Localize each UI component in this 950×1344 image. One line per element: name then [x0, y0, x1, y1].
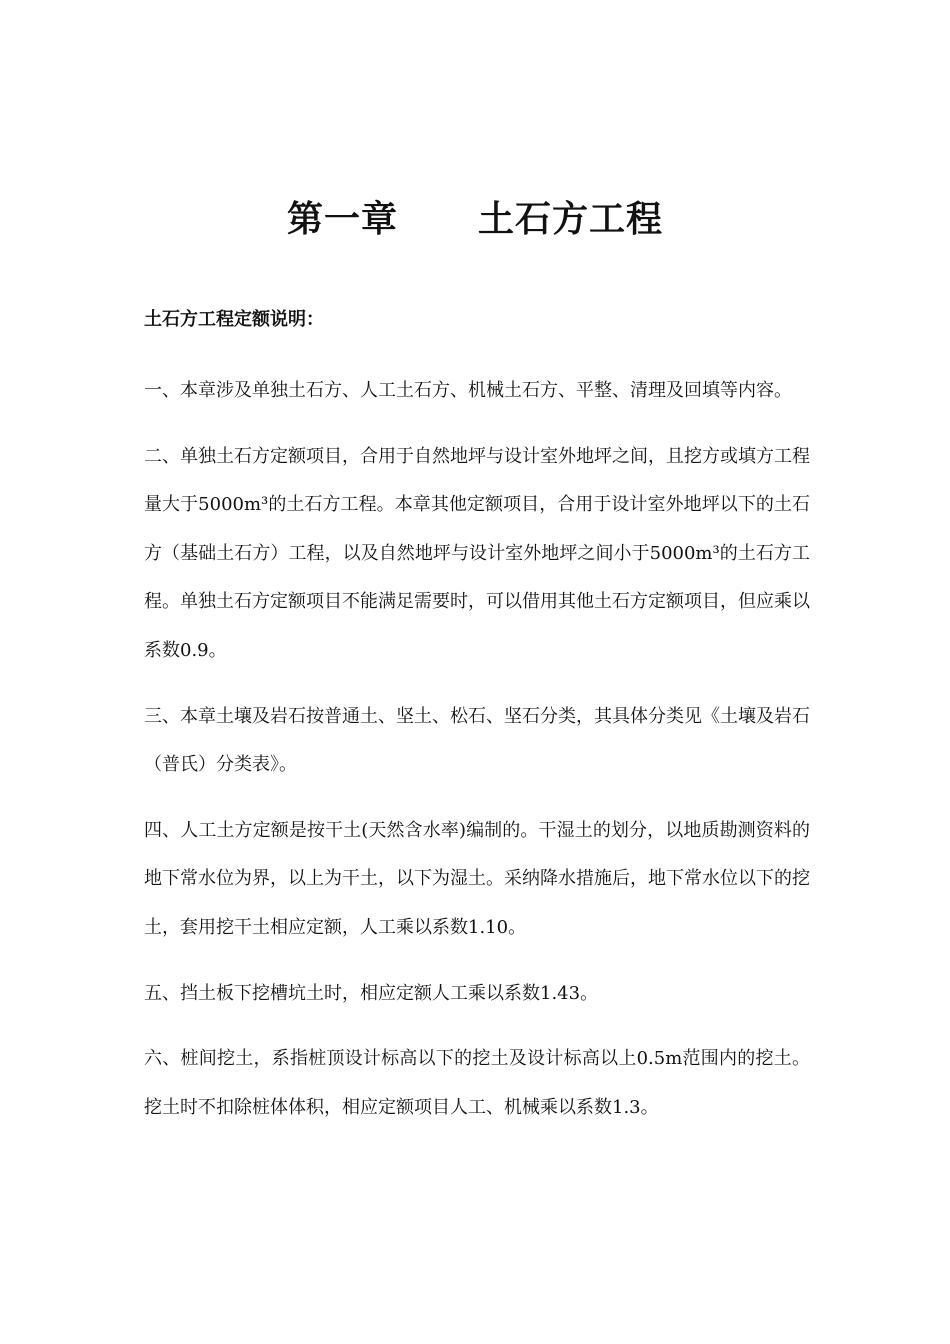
section-heading: 土石方工程定额说明： [144, 309, 324, 330]
paragraph-1: 一、本章涉及单独土石方、人工土石方、机械土石方、平整、清理及回填等内容。 [144, 380, 792, 401]
paragraph-6: 六、桩间挖土，系指桩顶设计标高以下的挖土及设计标高以上0.5m范围内的挖土。挖土时不扣除桩体体积，相应定额项目人工、机械乘以系数1.3。 [144, 1048, 810, 1118]
paragraph-2: 二、单独土石方定额项目，合用于自然地坪与设计室外地坪之间，且挖方或填方工程量大于5000m³的土石方工程。本章其他定额项目，合用于设计室外地坪以下的土石方（基础土石方）工程，以及自然地坪与设计室外地坪之间小于5000m³的土石方工程。单独土石方定额项目不能满足需要时，可以借用其他土石方定额项目，但应乘以系数0.9。 [144, 445, 810, 661]
chapter-title [0, 196, 950, 244]
paragraph-4: 四、人工土方定额是按干土(天然含水率)编制的。干湿土的划分，以地质勘测资料的地下常水位为界，以上为干土，以下为湿土。采纳降水措施后，地下常水位以下的挖土，套用挖干土相应定额，人工乘以系数1.10。 [144, 819, 810, 938]
chapter-label: 第一章 [286, 199, 398, 240]
body-text [144, 367, 810, 1149]
paragraph-3: 三、本章土壤及岩石按普通土、坚土、松石、坚石分类，其具体分类见《土壤及岩石（普氏）分类表》。 [144, 705, 810, 776]
chapter-name: 土石方工程 [478, 199, 664, 240]
paragraph-5: 五、挡土板下挖槽坑土时，相应定额人工乘以系数1.43。 [144, 982, 599, 1004]
